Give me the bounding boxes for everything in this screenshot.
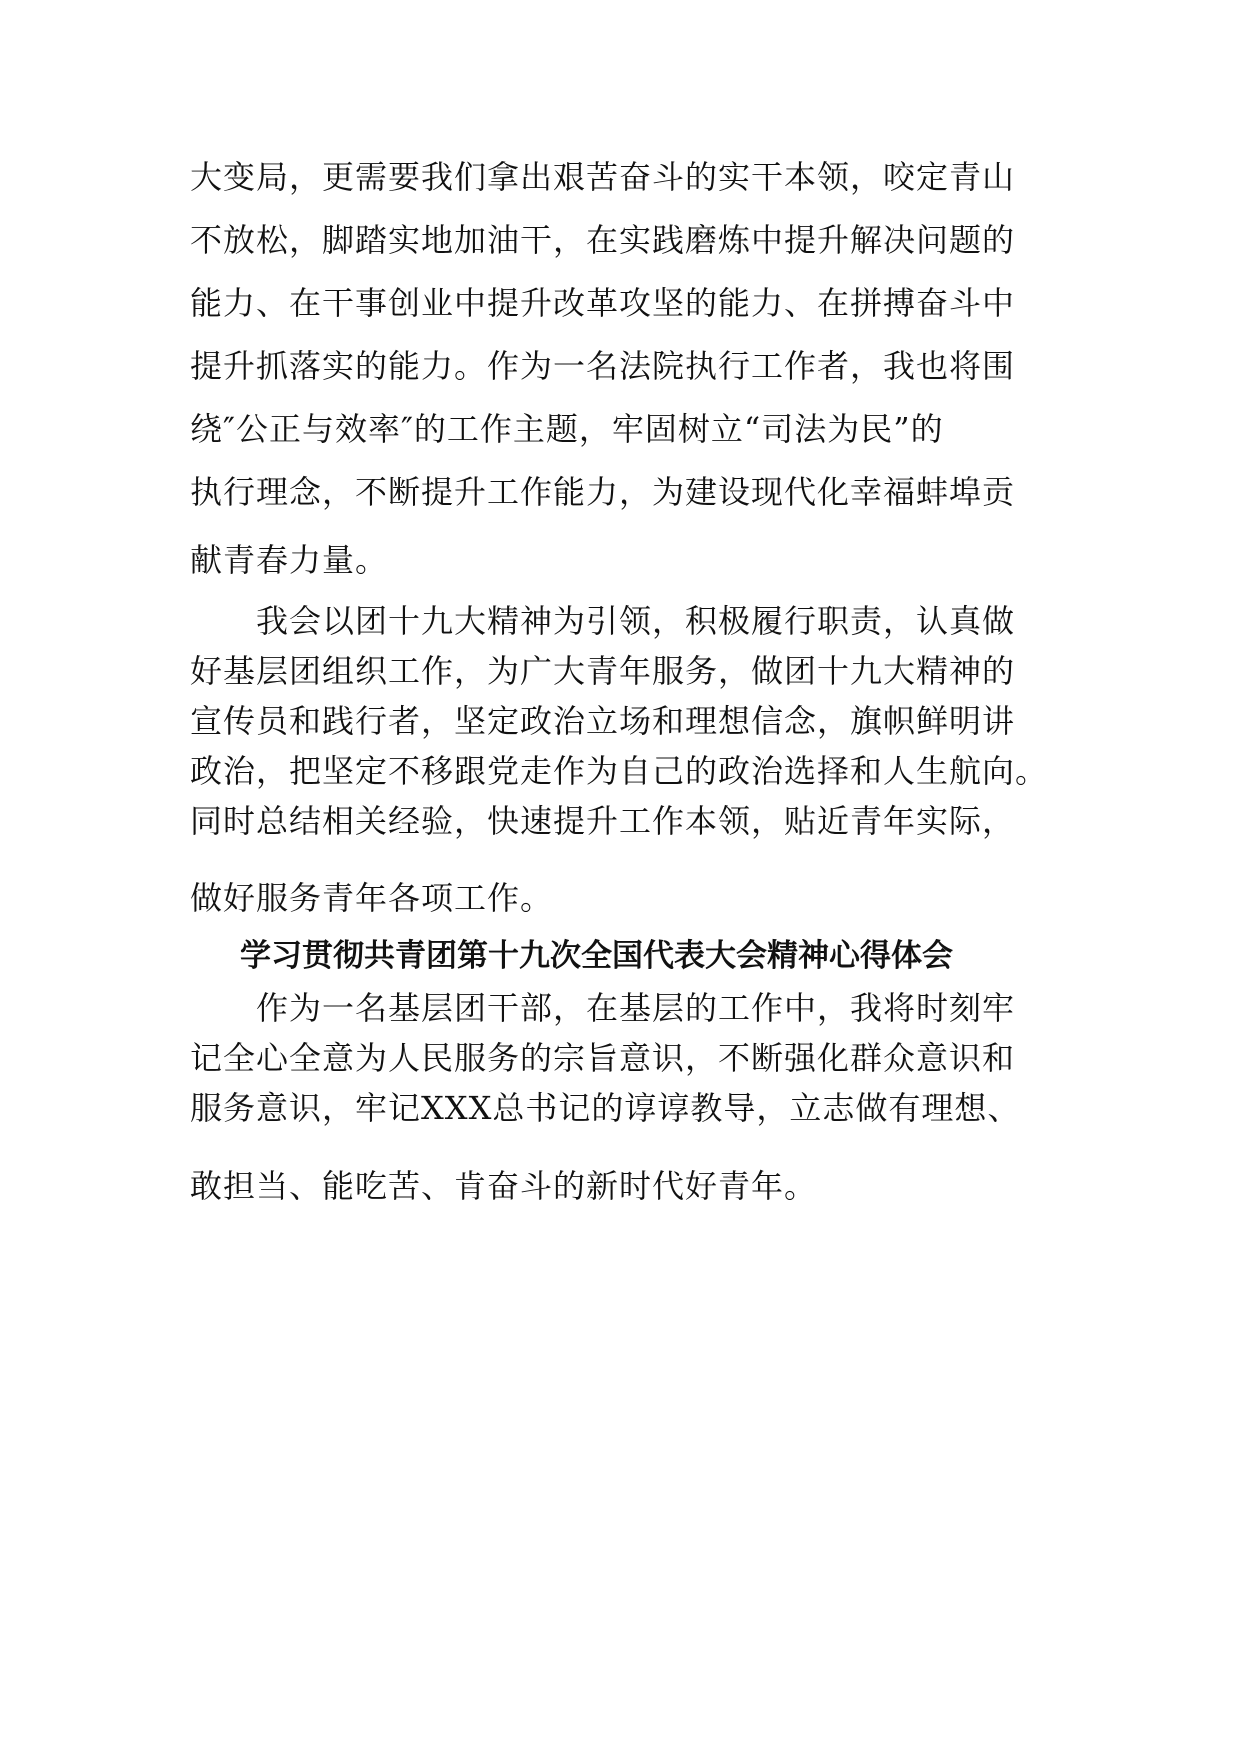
paragraph-1-line-4: 提升抓落实的能力。作为一名法院执行工作者，我也将围 [190, 347, 1016, 385]
paragraph-2-line-6: 做好服务青年各项工作。 [190, 879, 554, 917]
paragraph-3-line-1: 作为一名基层团干部，在基层的工作中，我将时刻牢 [190, 989, 1016, 1027]
paragraph-1-line-5: 绕″公正与效率″的工作主题，牢固树立“司法为民”的 [190, 410, 944, 448]
paragraph-2-line-2: 好基层团组织工作，为广大青年服务，做团十九大精神的 [190, 652, 1016, 690]
paragraph-2-line-4: 政治，把坚定不移跟党走作为自己的政治选择和人生航向。 [190, 752, 1049, 790]
paragraph-2-line-5: 同时总结相关经验，快速提升工作本领，贴近青年实际， [190, 802, 1016, 840]
article-heading: 学习贯彻共青团第十九次全国代表大会精神心得体会 [240, 938, 953, 974]
paragraph-1-line-7: 献青春力量。 [190, 541, 389, 579]
paragraph-1-line-1: 大变局，更需要我们拿出艰苦奋斗的实干本领，咬定青山 [190, 158, 1016, 196]
paragraph-2-line-1: 我会以团十九大精神为引领，积极履行职责，认真做 [190, 602, 1016, 640]
paragraph-1-line-3: 能力、在干事创业中提升改革攻坚的能力、在拼搏奋斗中 [190, 284, 1016, 322]
paragraph-2-line-3: 宣传员和践行者，坚定政治立场和理想信念，旗帜鲜明讲 [190, 702, 1016, 740]
paragraph-3-line-2: 记全心全意为人民服务的宗旨意识，不断强化群众意识和 [190, 1039, 1016, 1077]
paragraph-1-line-2: 不放松，脚踏实地加油干，在实践磨炼中提升解决问题的 [190, 221, 1016, 259]
paragraph-1-line-6: 执行理念，不断提升工作能力，为建设现代化幸福蚌埠贡 [190, 473, 1016, 511]
paragraph-3-line-3: 服务意识，牢记XXX总书记的谆谆教导，立志做有理想、 [190, 1089, 1021, 1127]
paragraph-3-line-4: 敢担当、能吃苦、肯奋斗的新时代好青年。 [190, 1167, 818, 1205]
